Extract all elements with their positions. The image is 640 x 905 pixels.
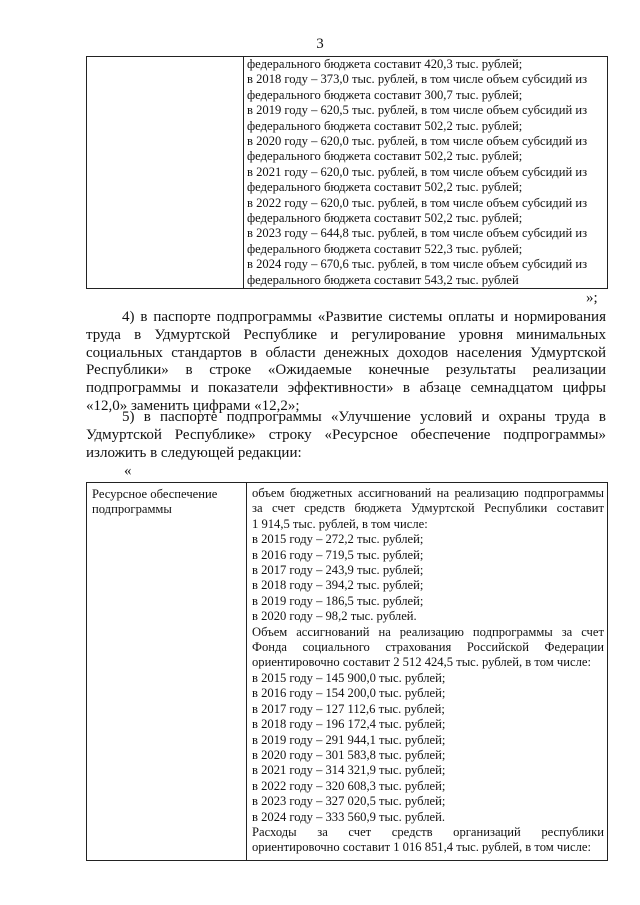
table2-line: объем бюджетных ассигнований на реализацию подпрограммы (252, 486, 604, 500)
table1-line: в 2020 году – 620,0 тыс. рублей, в том числе объем субсидий из (247, 134, 588, 149)
table2-line: в 2019 году – 291 944,1 тыс. рублей; (252, 732, 446, 747)
table1-line: в 2021 году – 620,0 тыс. рублей, в том числе объем субсидий из (247, 164, 588, 179)
resource-label-cell (87, 483, 247, 861)
table2-line: в 2015 году – 272,2 тыс. рублей; (252, 532, 424, 547)
paragraph-4 (86, 309, 606, 416)
table2-line: в 2020 году – 301 583,8 тыс. рублей; (252, 747, 446, 762)
paragraph-4-line: подпрограммы и показатели эффективности» в абзаце семнадцатом цифры (86, 380, 606, 397)
table2-line: в 2019 году – 186,5 тыс. рублей; (252, 593, 424, 608)
resource-details-cell (247, 483, 608, 861)
table2-line: в 2015 году – 145 900,0 тыс. рублей; (252, 670, 446, 685)
empty-label-cell (87, 57, 244, 289)
table1-line: федерального бюджета составит 543,2 тыс. рублей (247, 272, 519, 287)
table1-line: федерального бюджета составит 502,2 тыс. рублей; (247, 211, 523, 226)
table2-line: в 2016 году – 719,5 тыс. рублей; (252, 547, 424, 562)
table2-line: Объем ассигнований на реализацию подпрограммы за счет (252, 624, 604, 639)
table2-line: в 2017 году – 243,9 тыс. рублей; (252, 563, 424, 578)
funding-details-cell (244, 57, 608, 289)
table2-line: в 2023 году – 327 020,5 тыс. рублей; (252, 794, 446, 809)
table2-line: в 2016 году – 154 200,0 тыс. рублей; (252, 686, 446, 701)
table2-line: 1 914,5 тыс. рублей, в том числе: (252, 516, 428, 531)
table2-line: в 2020 году – 98,2 тыс. рублей. (252, 609, 417, 624)
table2-line: Фонда социального страхования Российской Федерации (252, 640, 604, 655)
paragraph-4-line: «12,0» заменить цифрами «12,2»; (86, 397, 300, 414)
funding-table-continued (86, 56, 608, 289)
paragraph-5-line: Удмуртской Республике» строку «Ресурсное обеспечение подпрограммы» (86, 426, 606, 443)
table2-line: в 2024 году – 333 560,9 тыс. рублей. (252, 809, 446, 824)
table1-line: федерального бюджета составит 502,2 тыс. рублей; (247, 118, 523, 133)
paragraph-4-line: социальных стандартов в области денежных доходов населения Удмуртской (86, 344, 606, 361)
table1-line: федерального бюджета составит 502,2 тыс. рублей; (247, 180, 523, 195)
table2-line: ориентировочно составит 1 016 851,4 тыс. рублей, в том числе: (252, 840, 591, 855)
table1-line: федерального бюджета составит 420,3 тыс. рублей; (247, 57, 523, 71)
table1-line: в 2022 году – 620,0 тыс. рублей, в том числе объем субсидий из (247, 195, 588, 210)
table2-line: Расходы за счет средств организаций республики (252, 824, 604, 839)
closing-quote: »; (586, 290, 598, 306)
table2-line: ориентировочно составит 2 512 424,5 тыс. рублей, в том числе: (252, 655, 591, 670)
table1-line: в 2019 году – 620,5 тыс. рублей, в том числе объем субсидий из (247, 103, 588, 118)
table1-line: федерального бюджета составит 522,3 тыс. рублей; (247, 241, 523, 256)
resource-label-line: Ресурсное обеспечение (92, 487, 218, 501)
table2-line: в 2022 году – 320 608,3 тыс. рублей; (252, 778, 446, 793)
page-number: 3 (316, 36, 324, 52)
table1-line: в 2024 году – 670,6 тыс. рублей, в том числе объем субсидий из (247, 257, 588, 272)
paragraph-5 (86, 409, 606, 462)
table2-line: в 2021 году – 314 321,9 тыс. рублей; (252, 763, 446, 778)
resource-table (86, 482, 608, 861)
table1-line: в 2018 году – 373,0 тыс. рублей, в том числе объем субсидий из (247, 72, 588, 87)
resource-label-line: подпрограммы (92, 502, 172, 517)
table2-line: за счет средств бюджета Удмуртской Республики составит (252, 501, 604, 516)
table2-line: в 2018 году – 394,2 тыс. рублей; (252, 578, 424, 593)
table1-line: федерального бюджета составит 300,7 тыс. рублей; (247, 87, 523, 102)
paragraph-5-line: 5) в паспорте подпрограммы «Улучшение условий и охраны труда в (122, 409, 606, 425)
table1-line: в 2023 году – 644,8 тыс. рублей, в том числе объем субсидий из (247, 226, 588, 241)
paragraph-4-line: 4) в паспорте подпрограммы «Развитие системы оплаты и нормирования (122, 309, 606, 325)
paragraph-4-line: труда в Удмуртской Республике и регулирование уровня минимальных (86, 326, 606, 343)
opening-quote: « (124, 463, 132, 479)
paragraph-4-line: Республики» в строке «Ожидаемые конечные результаты реализации (86, 362, 606, 379)
table1-line: федерального бюджета составит 502,2 тыс. рублей; (247, 149, 523, 164)
paragraph-5-line: изложить в следующей редакции: (86, 444, 302, 461)
table2-line: в 2017 году – 127 112,6 тыс. рублей; (252, 701, 445, 716)
table2-line: в 2018 году – 196 172,4 тыс. рублей; (252, 717, 446, 732)
